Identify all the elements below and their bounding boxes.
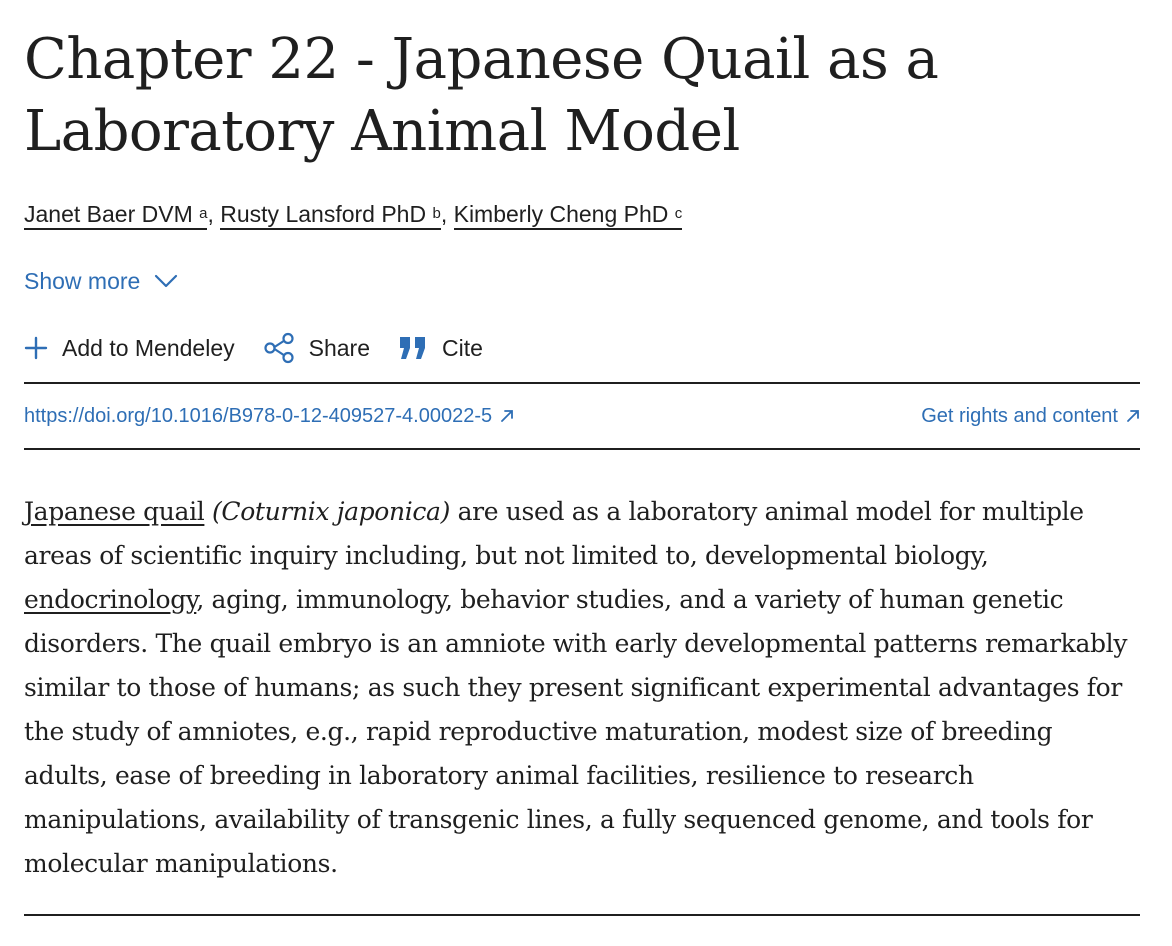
author-separator: , xyxy=(207,201,214,227)
article-actions xyxy=(24,330,511,366)
abstract-text: are used as a laboratory animal model for multiple areas of scientific inquiry including, but not limited to, developmental biology, xyxy=(24,497,1084,570)
share-button[interactable] xyxy=(263,330,370,366)
plus-icon xyxy=(24,336,48,360)
cite-label: Cite xyxy=(442,335,483,361)
doi-link[interactable] xyxy=(24,400,514,432)
get-rights-link[interactable] xyxy=(921,400,1140,432)
share-label: Share xyxy=(308,335,370,361)
author-list xyxy=(24,196,682,236)
show-more-button[interactable] xyxy=(24,264,178,298)
top-divider xyxy=(24,382,1140,384)
share-icon xyxy=(263,332,295,364)
author-link[interactable] xyxy=(454,201,683,230)
abstract-paragraph xyxy=(24,490,1140,886)
doi-text: https://doi.org/10.1016/B978-0-12-409527-4.00022-5 xyxy=(24,405,493,427)
add-to-mendeley-label: Add to Mendeley xyxy=(62,335,235,361)
doi-row xyxy=(24,400,1140,432)
author-name: Kimberly Cheng PhD xyxy=(453,201,669,227)
external-arrow-icon xyxy=(1126,409,1140,423)
japanese-quail-link[interactable]: Japanese quail xyxy=(24,497,205,526)
add-to-mendeley-button[interactable] xyxy=(24,330,235,366)
species-name: (Coturnix japonica) xyxy=(212,497,451,526)
cite-button[interactable] xyxy=(398,330,483,366)
author-link[interactable] xyxy=(220,201,441,230)
get-rights-text: Get rights and content xyxy=(921,405,1118,427)
endocrinology-link[interactable]: endocrinology xyxy=(24,585,197,614)
author-name: Rusty Lansford PhD xyxy=(220,201,427,227)
article-title: Chapter 22 - Japanese Quail as a Laboratory Animal Model xyxy=(24,27,939,164)
quote-icon xyxy=(398,335,428,361)
abstract-text: , aging, immunology, behavior studies, and a variety of human genetic disorders. The quail embryo is an amniote with early developmental patterns remarkably similar to those of humans; as such they present significant experimental advantages for the study of amniotes, e.g., rapid reproductive maturation, modest size of breeding adults, ease of breeding in laboratory animal facilities, resilience to research manipulations, availability of transgenic lines, a fully sequenced genome, and tools for molecular manipulations. xyxy=(24,585,1128,878)
bottom-divider xyxy=(24,914,1140,916)
author-separator: , xyxy=(440,201,448,227)
author-link[interactable] xyxy=(24,201,207,230)
show-more-label: Show more xyxy=(24,268,141,294)
external-arrow-icon xyxy=(500,409,514,423)
affiliation-marker: c xyxy=(674,205,683,222)
chevron-down-icon xyxy=(154,274,178,288)
doi-divider xyxy=(24,448,1140,450)
affiliation-marker: b xyxy=(432,205,441,222)
affiliation-marker: a xyxy=(199,205,208,222)
author-name: Janet Baer DVM xyxy=(24,201,193,227)
